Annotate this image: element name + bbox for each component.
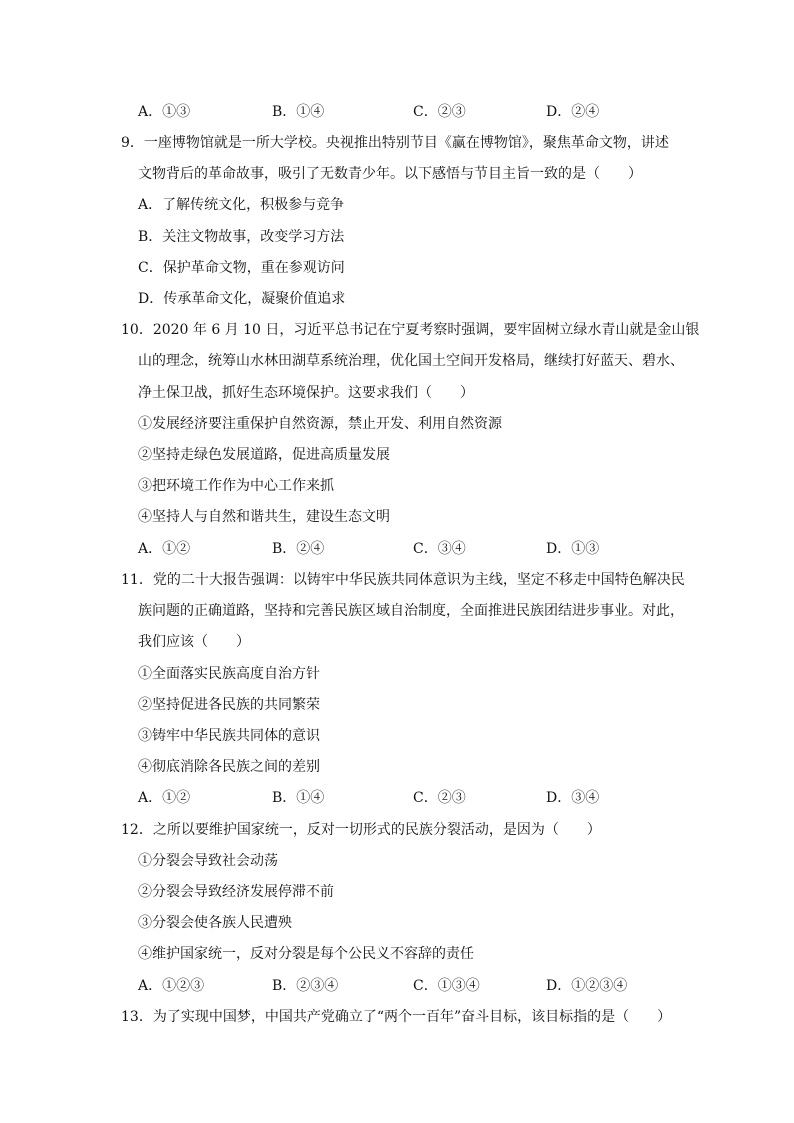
question-9-choice-c: C．保护革命文物，重在参观访问 bbox=[138, 260, 345, 276]
option-b: B．①④ bbox=[272, 104, 325, 120]
question-11-line-3: 我们应该（ ） bbox=[138, 634, 250, 650]
question-10-item-2: ②坚持走绿色发展道路，促进高质量发展 bbox=[138, 447, 390, 463]
option-a: A．①③ bbox=[138, 104, 191, 120]
question-9-choice-d: D．传承革命文化，凝聚价值追求 bbox=[138, 291, 346, 307]
question-12-item-3: ③分裂会使各族人民遭殃 bbox=[138, 915, 292, 931]
question-11-options bbox=[138, 788, 758, 808]
option-a: A．①② bbox=[138, 541, 191, 557]
question-11-item-2: ②坚持促进各民族的共同繁荣 bbox=[138, 697, 320, 713]
question-10-item-4: ④坚持人与自然和谐共生，建设生态文明 bbox=[138, 509, 390, 525]
question-10-line-2: 山的理念，统筹山水林田湖草系统治理，优化国土空间开发格局，继续打好蓝天、碧水、 bbox=[138, 353, 684, 369]
option-c: C．②③ bbox=[413, 104, 466, 120]
question-10-line-1: 10．2020 年 6 月 10 日，习近平总书记在宁夏考察时强调，要牢固树立绿水青山就是金山银 bbox=[121, 322, 700, 338]
question-12-line-1: 12．之所以要维护国家统一，反对一切形式的民族分裂活动，是因为（ ） bbox=[121, 822, 601, 838]
question-11-item-3: ③铸牢中华民族共同体的意识 bbox=[138, 728, 320, 744]
question-11-item-4: ④彻底消除各民族之间的差别 bbox=[138, 759, 320, 775]
question-10-options bbox=[138, 539, 758, 559]
option-d: D．①②③④ bbox=[546, 978, 628, 994]
question-10-line-3: 净土保卫战，抓好生态环境保护。这要求我们（ ） bbox=[138, 385, 474, 401]
question-9-choice-a: A．了解传统文化，积极参与竞争 bbox=[138, 197, 345, 213]
option-d: D．③④ bbox=[546, 790, 600, 806]
question-12-item-1: ①分裂会导致社会动荡 bbox=[138, 853, 278, 869]
question-10-item-1: ①发展经济要注重保护自然资源，禁止开发、利用自然资源 bbox=[138, 416, 502, 432]
question-9-line-1: 9．一座博物馆就是一所大学校。央视推出特别节目《赢在博物馆》，聚焦革命文物，讲述 bbox=[121, 135, 669, 151]
question-12-item-2: ②分裂会导致经济发展停滞不前 bbox=[138, 884, 334, 900]
question-11-line-1: 11．党的二十大报告强调：以铸牢中华民族共同体意识为主线，坚定不移走中国特色解决民 bbox=[121, 572, 685, 588]
option-a: A．①② bbox=[138, 790, 191, 806]
option-d: D．①③ bbox=[546, 541, 600, 557]
question-12-item-4: ④维护国家统一，反对分裂是每个公民义不容辞的责任 bbox=[138, 946, 474, 962]
question-11-line-2: 族问题的正确道路，坚持和完善民族区域自治制度，全面推进民族团结进步事业。对此， bbox=[138, 603, 684, 619]
option-b: B．①④ bbox=[272, 790, 325, 806]
question-9-line-2: 文物背后的革命故事，吸引了无数青少年。以下感悟与节目主旨一致的是（ ） bbox=[138, 166, 642, 182]
option-a: A．①②③ bbox=[138, 978, 205, 994]
option-c: C．②③ bbox=[413, 790, 466, 806]
question-9-choice-b: B．关注文物故事，改变学习方法 bbox=[138, 229, 345, 245]
question-10-item-3: ③把环境工作作为中心工作来抓 bbox=[138, 478, 334, 494]
option-c: C．①③④ bbox=[413, 978, 480, 994]
option-d: D．②④ bbox=[546, 104, 600, 120]
question-13-line-1: 13．为了实现中国梦，中国共产党确立了“两个一百年”奋斗目标，该目标指的是（ ） bbox=[121, 1009, 672, 1025]
option-b: B．②④ bbox=[272, 541, 325, 557]
option-c: C．③④ bbox=[413, 541, 466, 557]
question-11-item-1: ①全面落实民族高度自治方针 bbox=[138, 666, 320, 682]
question-12-options bbox=[138, 976, 758, 996]
prev-options bbox=[138, 102, 758, 122]
option-b: B．②③④ bbox=[272, 978, 339, 994]
